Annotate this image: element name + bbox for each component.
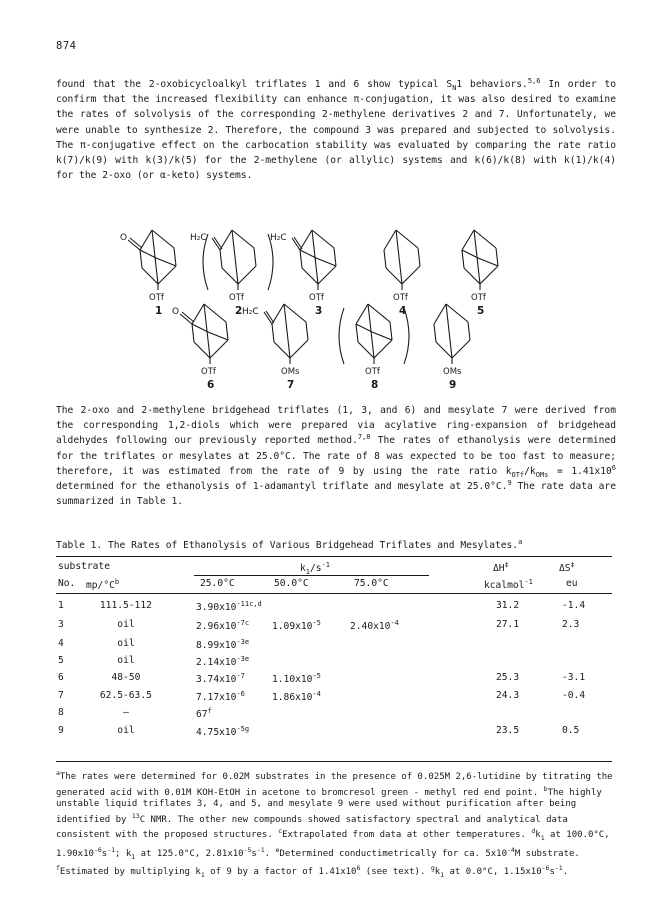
- cell-dH: 23.5: [496, 725, 520, 736]
- structure-1: [128, 230, 176, 290]
- cell-k25: $2.96x10^{-7c}$: [196, 619, 250, 633]
- compound-number: 9: [449, 379, 457, 391]
- cell-k75: $2.40x10^{-4}$: [350, 619, 399, 633]
- leaving-group-label: OTf: [201, 367, 216, 377]
- substituent-label: O: [120, 233, 128, 243]
- header-no: No.: [58, 578, 76, 589]
- header-dS: ΔS‡: [559, 561, 575, 575]
- cell-dS: 2.3: [562, 619, 580, 630]
- cell-dS: -0.4: [562, 690, 586, 701]
- header-dH: ΔH‡: [493, 561, 509, 575]
- compound-number: 3: [315, 305, 323, 317]
- header-t50: 50.0°C: [274, 578, 309, 589]
- header-dS-unit: eu: [566, 578, 578, 589]
- cell-no: 6: [58, 672, 64, 683]
- cell-no: 9: [58, 725, 64, 736]
- cell-k25: $7.17x10^{-6}$: [196, 690, 245, 704]
- table-caption: Table 1. The Rates of Ethanolysis of Various Bridgehead Triflates and Mesylates.$^a$: [56, 538, 523, 552]
- cell-k25: 67$^f$: [196, 707, 212, 721]
- structure-7: [264, 304, 308, 364]
- header-substrate: substrate: [58, 561, 110, 572]
- cell-mp: oil: [117, 619, 135, 630]
- table-header-rule: [56, 593, 612, 594]
- k1-span-rule: [194, 575, 429, 576]
- leaving-group-label: OTf: [393, 293, 408, 303]
- cell-mp: oil: [117, 638, 135, 649]
- header-dH-unit: kcalmol$^{-1}$: [484, 578, 533, 592]
- substituent-label: H₂C: [190, 233, 207, 243]
- cell-no: 8: [58, 707, 64, 718]
- compound-number: 5: [477, 305, 485, 317]
- leaving-group-label: OTf: [229, 293, 244, 303]
- compound-number: 8: [371, 379, 379, 391]
- cell-dH: 25.3: [496, 672, 520, 683]
- intro-paragraph: found that the 2-oxobicycloalkyl triflates 1 and 6 show typical $S_N1$ behaviors.$^{5,6}$ In order to confirm that the increased flexibility can enhance π-conjugation, it was also desired to examine the rates of solvolysis of the corresponding 2-methylene derivatives 2 and 7. Unfortunately, we were unable to synthesize 2. Therefore, the compound 3 was prepared and subjected to solvolysis. The π-conjugative effect on the carbocation stability was evaluated by comparing the rate ratio k(7)/k(9) with k(3)/k(5) for the 2-methylene (or allylic) systems and k(6)/k(8) with k(1)/k(4) for the 2-oxo (or α-keto) systems.: [56, 76, 617, 182]
- table-bottom-rule: [56, 761, 612, 762]
- compound-number: 2: [235, 305, 243, 317]
- compound-number: 7: [287, 379, 295, 391]
- structure-5: [462, 230, 498, 290]
- cell-k25: $4.75x10^{-5g}$: [196, 725, 250, 739]
- compound-number: 6: [207, 379, 215, 391]
- page-number: 874: [56, 40, 77, 52]
- cell-k25: $3.74x10^{-7}$: [196, 672, 245, 686]
- cell-mp: oil: [117, 655, 135, 666]
- substituent-label: H₂C: [270, 233, 287, 243]
- cell-mp: 111.5-112: [99, 600, 152, 611]
- header-t75: 75.0°C: [354, 578, 389, 589]
- cell-k25: $2.14x10^{-3e}$: [196, 655, 250, 669]
- compound-number: 1: [155, 305, 163, 317]
- leaving-group-label: OMs: [443, 367, 462, 377]
- substituent-label: H₂C: [242, 307, 259, 317]
- compound-number: 4: [399, 305, 407, 317]
- cell-dH: 24.3: [496, 690, 520, 701]
- cell-mp: 62.5-63.5: [99, 690, 152, 701]
- leaving-group-label: OMs: [281, 367, 300, 377]
- header-k1: $k_1/s^{-1}$: [300, 561, 330, 577]
- structure-6: [180, 304, 228, 364]
- cell-k25: $8.99x10^{-3e}$: [196, 638, 250, 652]
- leaving-group-label: OTf: [365, 367, 380, 377]
- cell-dH: 27.1: [496, 619, 520, 630]
- structure-3: [292, 230, 336, 290]
- cell-mp: —: [123, 707, 129, 718]
- cell-k50: $1.86x10^{-4}$: [272, 690, 321, 704]
- header-t25: 25.0°C: [200, 578, 235, 589]
- cell-dH: 31.2: [496, 600, 520, 611]
- table-footnotes: $^a$The rates were determined for 0.02M substrates in the presence of 0.025M 2,6-lutidine by titrating the generated acid with 0.01M KOH-EtOH in acetone to bromcresol green - methyl red end point. $^b$The highly unstable liquid triflates 3, 4, and 5, and mesylate 9 were used without purification after being identified by $^{13}$C NMR. The other new compounds showed satisfactory spectral and analytical data consistent with the proposed structures. $^c$Extrapolated from data at other temperatures. $^dk_1$ at 100.0°C, $1.90x10^{-6}s^{-1}$; $k_1$ at 125.0°C, $2.81x10^{-5}s^{-1}$. $^e$Determined conductimetrically for ca. $5x10^{-4}M$ substrate. $^f$Estimated by multiplying $k_1$ of 9 by a factor of $1.41x10^6$ (see text). $^gk_1$ at 0.0°C, $1.15x10^{-6}s^{-1}$.: [56, 769, 613, 879]
- cell-mp: oil: [117, 725, 135, 736]
- structure-2: [203, 230, 273, 290]
- leaving-group-label: OTf: [309, 293, 324, 303]
- cell-k25: $3.90x10^{-11c,d}$: [196, 600, 262, 614]
- cell-no: 5: [58, 655, 64, 666]
- cell-no: 3: [58, 619, 64, 630]
- cell-k50: $1.09x10^{-5}$: [272, 619, 321, 633]
- methods-paragraph: The 2-oxo and 2-methylene bridgehead triflates (1, 3, and 6) and mesylate 7 were derived from the corresponding 1,2-diols which were prepared via acylative ring-expansion of bridgehead aldehydes following our previously reported method.$^{7,8}$ The rates of ethanolysis were determined for the triflates or mesylates at 25.0°C. The rate of 8 was expected to be too fast to measure; therefore, it was estimated from the rate of 9 by using the rate ratio $k_{OTf}/k_{OMs} = 1.41x10^6$ determined for the ethanolysis of 1-adamantyl triflate and mesylate at 25.0°C.$^9$ The rate data are summarized in Table 1.: [56, 405, 616, 508]
- leaving-group-label: OTf: [149, 293, 164, 303]
- structure-4: [384, 230, 420, 290]
- cell-no: 7: [58, 690, 64, 701]
- table-top-rule: [56, 556, 612, 557]
- cell-no: 4: [58, 638, 64, 649]
- cell-dS: 0.5: [562, 725, 580, 736]
- cell-mp: 48-50: [111, 672, 141, 683]
- cell-no: 1: [58, 600, 64, 611]
- cell-dS: -3.1: [562, 672, 586, 683]
- leaving-group-label: OTf: [471, 293, 486, 303]
- structure-9: [434, 304, 470, 364]
- cell-k50: $1.10x10^{-5}$: [272, 672, 321, 686]
- structure-figure: [0, 222, 663, 392]
- substituent-label: O: [172, 307, 180, 317]
- header-mp: $mp/^\circ C^b$: [86, 578, 120, 592]
- cell-dS: -1.4: [562, 600, 586, 611]
